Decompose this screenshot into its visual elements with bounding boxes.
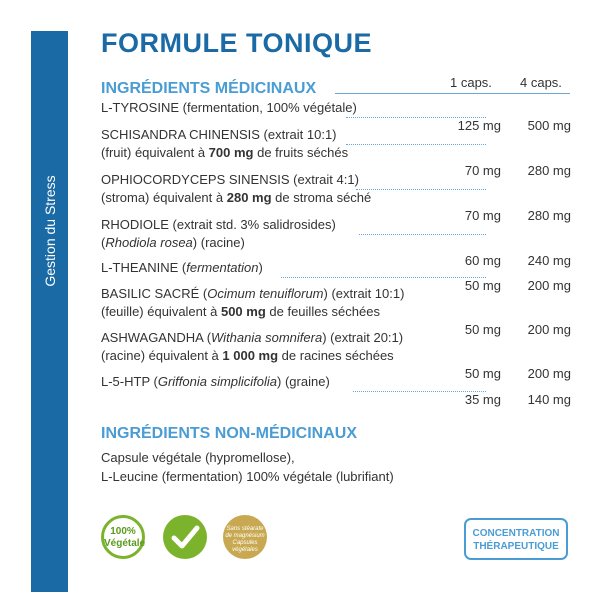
ingredient-name: ASHWAGANDHA (Withania somnifera) (extrait 20:1) <box>101 330 404 345</box>
dotted-leader <box>281 259 486 278</box>
dose-4-caps: 200 mg <box>527 278 571 293</box>
magnesium-free-badge-icon: Sans stéarate de magnésium Capsules végétales <box>223 515 267 559</box>
dose-1-caps: 50 mg <box>464 278 501 293</box>
ingredient-row <box>101 285 571 337</box>
ingredient-row <box>101 171 571 223</box>
ingredient-name: RHODIOLE (extrait std. 3% salidrosides) <box>101 217 336 232</box>
dose-4-caps: 280 mg <box>527 208 571 223</box>
dose-4-caps: 280 mg <box>527 163 571 178</box>
concentration-badge <box>464 518 568 560</box>
dotted-leader <box>359 216 486 235</box>
medicinal-heading: INGRÉDIENTS MÉDICINAUX <box>101 80 317 97</box>
ingredient-name: L-THEANINE (fermentation) <box>101 260 263 275</box>
dose-4-caps: 200 mg <box>527 366 571 381</box>
checkmark-badge-icon <box>163 515 207 559</box>
nonmedicinal-line: L-Leucine (fermentation) 100% végétale (lubrifiant) <box>101 469 394 484</box>
ingredient-detail: (Rhodiola rosea) (racine) <box>101 235 245 250</box>
ingredient-name: SCHISANDRA CHINENSIS (extrait 10:1) <box>101 127 337 142</box>
col-4-caps: 4 caps. <box>520 75 562 90</box>
col-1-caps: 1 caps. <box>450 75 492 90</box>
concentration-line: THÉRAPEUTIQUE <box>473 541 559 552</box>
ingredient-row <box>101 373 571 407</box>
header-rule <box>335 93 570 94</box>
ingredient-name: L-TYROSINE (fermentation, 100% végétale) <box>101 100 357 115</box>
dose-4-caps: 240 mg <box>527 253 571 268</box>
ingredient-name: OPHIOCORDYCEPS SINENSIS (extrait 4:1) <box>101 172 359 187</box>
ingredient-row <box>101 126 571 178</box>
dotted-leader <box>356 171 486 190</box>
nonmedicinal-text <box>101 448 394 486</box>
ingredient-detail: (stroma) équivalent à 280 mg de stroma séché <box>101 190 372 205</box>
ingredient-row <box>101 99 571 133</box>
vegan-badge-icon: 100% Végétale <box>101 515 145 559</box>
dose-1-caps: 125 mg <box>457 118 501 133</box>
dotted-leader <box>346 126 486 145</box>
dose-1-caps: 70 mg <box>464 163 501 178</box>
dose-1-caps: 50 mg <box>464 366 501 381</box>
sidebar-label: Gestion du Stress <box>41 175 58 287</box>
ingredient-row <box>101 329 571 381</box>
dotted-leader <box>353 373 486 392</box>
ingredient-row <box>101 259 571 293</box>
sidebar-band <box>31 31 68 592</box>
dose-1-caps: 35 mg <box>464 392 501 407</box>
dose-4-caps: 140 mg <box>527 392 571 407</box>
ingredient-detail: (racine) équivalent à 1 000 mg de racines séchées <box>101 348 394 363</box>
dotted-leader <box>346 99 486 118</box>
nonmedicinal-heading: INGRÉDIENTS NON-MÉDICINAUX <box>101 425 358 442</box>
ingredient-detail: (feuille) équivalent à 500 mg de feuilles séchées <box>101 304 380 319</box>
dose-4-caps: 500 mg <box>527 118 571 133</box>
dose-1-caps: 70 mg <box>464 208 501 223</box>
dose-4-caps: 200 mg <box>527 322 571 337</box>
ingredient-name: L-5-HTP (Griffonia simplicifolia) (graine) <box>101 374 330 389</box>
page-title: FORMULE TONIQUE <box>101 28 373 58</box>
ingredient-detail: (fruit) équivalent à 700 mg de fruits séchés <box>101 145 349 160</box>
dose-1-caps: 60 mg <box>464 253 501 268</box>
dose-1-caps: 50 mg <box>464 322 501 337</box>
concentration-line: CONCENTRATION <box>472 528 560 539</box>
ingredient-name: BASILIC SACRÉ (Ocimum tenuiflorum) (extrait 10:1) <box>101 286 405 301</box>
nonmedicinal-line: Capsule végétale (hypromellose), <box>101 450 295 465</box>
